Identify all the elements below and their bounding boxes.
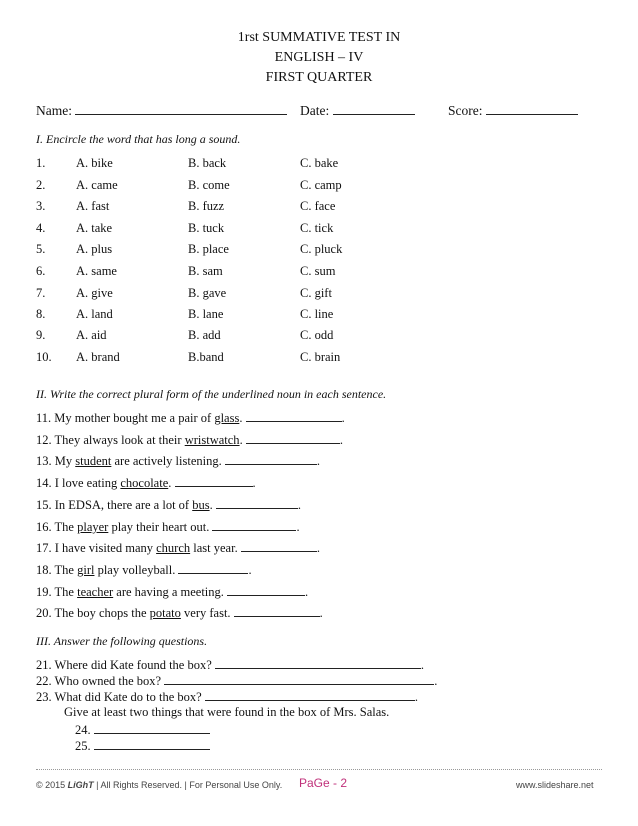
item-number: 8.	[36, 307, 46, 321]
sentence-end: .	[209, 498, 216, 512]
sentence-period: .	[319, 606, 323, 620]
answer-blank[interactable]	[212, 519, 296, 531]
choice-a[interactable]: A. same	[76, 264, 117, 278]
sentence-end: .	[239, 433, 246, 447]
sentence-start: 13. My	[36, 454, 76, 468]
answer-21-blank[interactable]	[215, 657, 421, 669]
page-number: PaGe - 2	[299, 776, 348, 790]
footer-divider	[36, 769, 602, 770]
choice-b[interactable]: B. place	[188, 242, 229, 256]
choice-c[interactable]: C. camp	[300, 178, 342, 192]
choice-c[interactable]: C. face	[300, 199, 336, 213]
test-title-line-1: 1rst SUMMATIVE TEST IN	[237, 30, 401, 45]
sentence-start: 17. I have visited many	[36, 541, 157, 555]
choice-b[interactable]: B.band	[188, 350, 224, 364]
author-name: LiGhT	[67, 780, 94, 790]
copyright-text: © 2015	[36, 780, 68, 790]
sentence-start: 19. The	[36, 585, 78, 599]
answer-blank[interactable]	[225, 453, 317, 465]
sentence-period: .	[248, 563, 252, 577]
item-number: 9.	[36, 328, 46, 342]
part2-item	[36, 584, 308, 600]
item-number: 1.	[36, 156, 46, 170]
sentence-period: .	[316, 541, 320, 555]
underlined-noun: student	[75, 454, 112, 468]
sentence-period: .	[296, 520, 300, 534]
choice-b[interactable]: B. lane	[188, 307, 224, 321]
test-title-line-2: ENGLISH – IV	[274, 50, 364, 65]
answer-blank[interactable]	[246, 432, 340, 444]
sentence-start: 11. My mother bought me a pair of	[36, 411, 215, 425]
part2-item	[36, 432, 343, 448]
question-22-end: .	[434, 674, 438, 688]
sentence-end: are having a meeting.	[113, 585, 228, 599]
name-label: Name:	[36, 103, 72, 118]
underlined-noun: girl	[77, 563, 95, 577]
sentence-start: 20. The boy chops the	[36, 606, 150, 620]
answer-24	[75, 722, 210, 738]
question-21	[36, 657, 424, 673]
answer-blank[interactable]	[216, 497, 298, 509]
choice-a[interactable]: A. bike	[76, 156, 113, 170]
part3-instruction: III. Answer the following questions.	[36, 634, 208, 648]
sentence-end: are actively listening.	[111, 454, 225, 468]
choice-a[interactable]: A. came	[76, 178, 118, 192]
question-23-text: 23. What did Kate do to the box?	[36, 690, 202, 704]
date-blank[interactable]	[333, 101, 415, 115]
choice-a[interactable]: A. land	[76, 307, 113, 321]
score-field[interactable]	[448, 101, 578, 119]
answer-blank[interactable]	[241, 540, 317, 552]
item-number: 4.	[36, 221, 46, 235]
choice-c[interactable]: C. tick	[300, 221, 334, 235]
sentence-start: 12. They always look at their	[36, 433, 185, 447]
choice-a[interactable]: A. take	[76, 221, 113, 235]
choice-a[interactable]: A. fast	[76, 199, 110, 213]
sentence-period: .	[297, 498, 301, 512]
choice-a[interactable]: A. brand	[76, 350, 120, 364]
underlined-noun: bus	[192, 498, 210, 512]
part2-item	[36, 453, 320, 469]
choice-a[interactable]: A. aid	[76, 328, 107, 342]
date-field[interactable]	[300, 101, 415, 119]
sentence-start: 15. In EDSA, there are a lot of	[36, 498, 193, 512]
choice-b[interactable]: B. fuzz	[188, 199, 225, 213]
date-label: Date:	[300, 103, 330, 118]
sentence-period: .	[339, 433, 343, 447]
sentence-start: 16. The	[36, 520, 78, 534]
underlined-noun: wristwatch	[184, 433, 240, 447]
item-number: 2.	[36, 178, 46, 192]
footer-copyright	[36, 780, 282, 790]
answer-blank[interactable]	[246, 410, 342, 422]
sentence-end: last year.	[190, 541, 241, 555]
part2-item	[36, 519, 300, 535]
answer-blank[interactable]	[178, 562, 248, 574]
answer-25-number: 25.	[75, 739, 91, 753]
sentence-end: very fast.	[180, 606, 234, 620]
site-link[interactable]: www.slideshare.net	[516, 780, 594, 790]
sentence-period: .	[305, 585, 309, 599]
underlined-noun: teacher	[77, 585, 114, 599]
answer-22-blank[interactable]	[164, 673, 434, 685]
choice-c[interactable]: C. brain	[300, 350, 341, 364]
choice-b[interactable]: B. back	[188, 156, 227, 170]
choice-b[interactable]: B. add	[188, 328, 221, 342]
part2-instruction: II. Write the correct plural form of the underlined noun in each sentence.	[36, 387, 387, 401]
part2-item	[36, 605, 323, 621]
score-blank[interactable]	[486, 101, 578, 115]
sentence-period: .	[341, 411, 345, 425]
answer-25	[75, 738, 210, 754]
question-22-text: 22. Who owned the box?	[36, 674, 162, 688]
choice-c[interactable]: C. odd	[300, 328, 334, 342]
sentence-end: play their heart out.	[108, 520, 213, 534]
choice-c[interactable]: C. line	[300, 307, 334, 321]
choice-b[interactable]: B. come	[188, 178, 230, 192]
test-title-line-3: FIRST QUARTER	[265, 70, 373, 85]
choice-b[interactable]: B. tuck	[188, 221, 225, 235]
choice-c[interactable]: C. pluck	[300, 242, 343, 256]
choice-b[interactable]: B. gave	[188, 286, 227, 300]
item-number: 3.	[36, 199, 46, 213]
part2-item	[36, 475, 256, 491]
choice-c[interactable]: C. sum	[300, 264, 336, 278]
score-label: Score:	[448, 103, 483, 118]
item-number: 7.	[36, 286, 46, 300]
sentence-period: .	[316, 454, 320, 468]
question-23-end: .	[414, 690, 418, 704]
sentence-end: .	[168, 476, 175, 490]
answer-24-blank[interactable]	[94, 722, 210, 734]
part1-instruction: I. Encircle the word that has long a sound.	[36, 132, 241, 146]
choice-c[interactable]: C. bake	[300, 156, 339, 170]
sentence-start: 14. I love eating	[36, 476, 121, 490]
item-number: 6.	[36, 264, 46, 278]
answer-blank[interactable]	[227, 584, 305, 596]
question-23	[36, 689, 418, 705]
underlined-noun: glass	[214, 411, 240, 425]
question-22	[36, 673, 437, 689]
underlined-noun: potato	[149, 606, 181, 620]
name-blank[interactable]	[75, 101, 287, 115]
sentence-end: .	[239, 411, 246, 425]
item-number: 5.	[36, 242, 46, 256]
answer-blank[interactable]	[175, 475, 253, 487]
underlined-noun: church	[156, 541, 191, 555]
underlined-noun: chocolate	[120, 476, 169, 490]
question-24-25-prompt: Give at least two things that were found in the box of Mrs. Salas.	[64, 705, 390, 719]
question-21-text: 21. Where did Kate found the box?	[36, 658, 212, 672]
answer-24-number: 24.	[75, 723, 91, 737]
part2-item	[36, 410, 345, 426]
part2-item	[36, 562, 252, 578]
part2-item	[36, 540, 320, 556]
sentence-period: .	[252, 476, 256, 490]
choice-a[interactable]: A. give	[76, 286, 113, 300]
rights-text: | All Rights Reserved. | For Personal Use Only.	[93, 780, 283, 790]
answer-23-blank[interactable]	[205, 689, 415, 701]
choice-c[interactable]: C. gift	[300, 286, 332, 300]
item-number: 10.	[36, 350, 52, 364]
underlined-noun: player	[77, 520, 109, 534]
part2-item	[36, 497, 301, 513]
answer-blank[interactable]	[234, 605, 320, 617]
name-field[interactable]	[36, 101, 287, 119]
choice-a[interactable]: A. plus	[76, 242, 113, 256]
choice-b[interactable]: B. sam	[188, 264, 223, 278]
question-21-end: .	[420, 658, 425, 672]
sentence-start: 18. The	[36, 563, 78, 577]
sentence-end: play volleyball.	[94, 563, 179, 577]
answer-25-blank[interactable]	[94, 738, 210, 750]
